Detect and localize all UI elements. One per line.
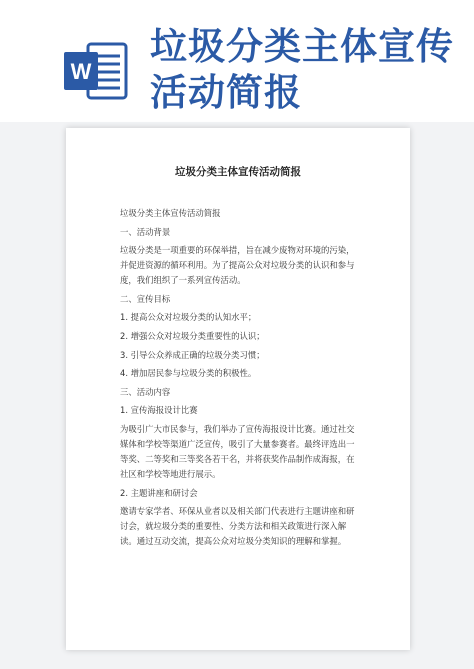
section-heading: 二、宣传目标 (120, 293, 171, 304)
document-body (120, 206, 362, 553)
banner-title-line2: 活动简报 (150, 71, 302, 114)
word-icon (64, 40, 128, 102)
subsection-heading: 1. 宣传海报设计比赛 (120, 405, 198, 416)
subsection-heading: 2. 主题讲座和研讨会 (120, 487, 198, 498)
banner-title-line1: 垃圾分类主体宣传 (150, 25, 454, 68)
list-item: 3. 引导公众养成正确的垃圾分类习惯； (120, 349, 265, 360)
list-item: 4. 增加居民参与垃圾分类的积极性。 (120, 368, 257, 379)
paragraph: 垃圾分类是一项重要的环保举措，旨在减少废物对环境的污染，并促进资源的循环利用。为了提高公众对垃圾分类的认识和参与度，我们组织了一系列宣传活动。 (120, 245, 355, 286)
list-item: 1. 提高公众对垃圾分类的认知水平； (120, 312, 257, 323)
section-heading: 一、活动背景 (120, 226, 171, 237)
paragraph: 垃圾分类主体宣传活动简报 (120, 208, 221, 218)
paragraph: 邀请专家学者、环保从业者以及相关部门代表进行主题讲座和研讨会，就垃圾分类的重要性、分类方法和相关政策进行深入解读。通过互动交流，提高公众对垃圾分类知识的理解和掌握。 (120, 506, 355, 547)
paragraph: 为吸引广大市民参与，我们举办了宣传海报设计比赛。通过社交媒体和学校等渠道广泛宣传，吸引了大量参赛者。最终评选出一等奖、二等奖和三等奖各若干名，并将获奖作品制作成海报，在社区和学校等地进行展示。 (120, 423, 355, 479)
document-page (66, 128, 410, 650)
banner (0, 0, 474, 128)
list-item: 2. 增强公众对垃圾分类重要性的认识； (120, 330, 265, 341)
document-title: 垃圾分类主体宣传活动简报 (175, 166, 301, 178)
section-heading: 三、活动内容 (120, 386, 171, 397)
banner-title (150, 24, 470, 116)
word-icon-letter: W (70, 59, 92, 84)
